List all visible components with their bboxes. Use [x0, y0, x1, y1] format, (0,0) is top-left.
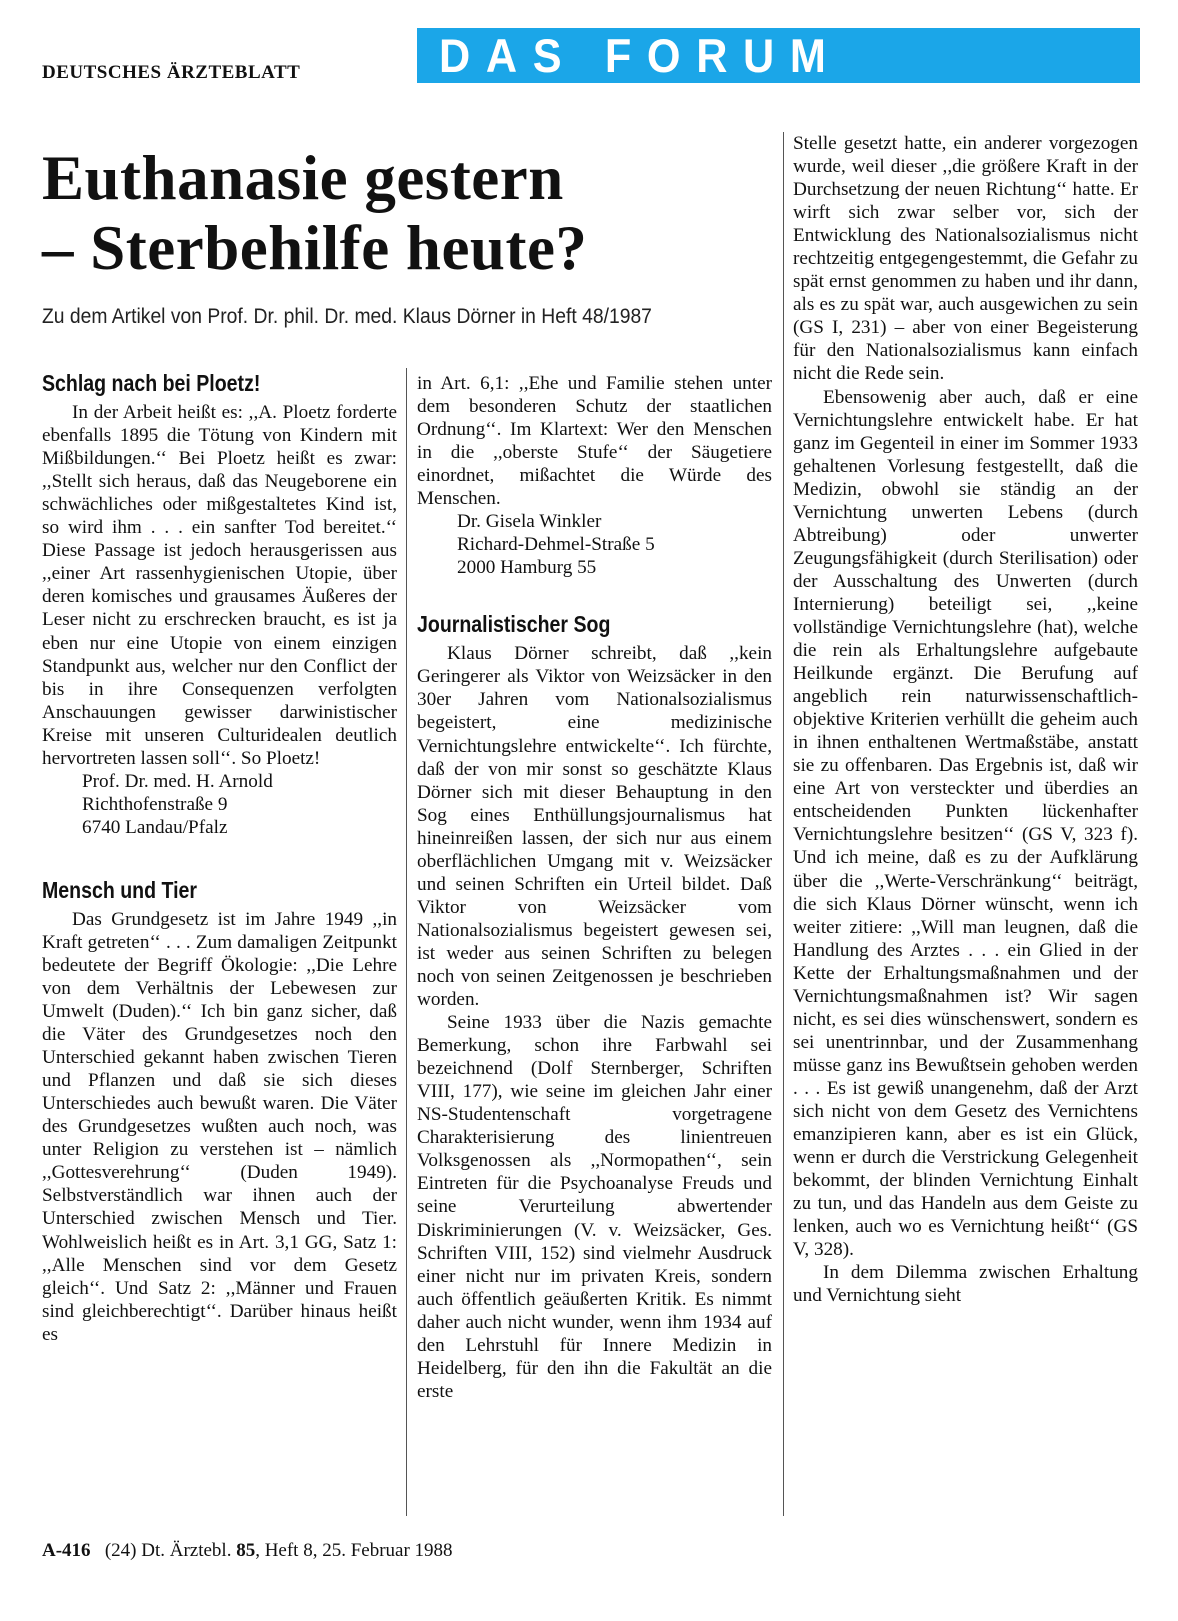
section-banner — [417, 28, 1140, 83]
letter-body: Das Grundgesetz ist im Jahre 1949 ,,in Kraft getreten‘‘ . . . Zum damaligen Zeitpunkt bedeutete der Begriff Ökologie: ,,Die Lehre von dem Verhältnis der Lebewesen zur Umwelt (Duden).‘‘ Ich bin ganz sicher, daß die Väter des Grundgesetzes noch den Unterschied gekannt haben zwischen Tieren und Pflanzen und daß sie sich dieses Unterschiedes auch bewußt waren. Die Väter des Grundgesetzes wußten auch noch, was unter Religion zu verstehen ist – nämlich ,,Gottesverehrung‘‘ (Duden 1949). Selbstverständlich war ihnen auch der Unterschied zwischen Mensch und Tier. Wohlweislich heißt es in Art. 3,1 GG, Satz 1: ,,Alle Menschen sind vor dem Gesetz gleich‘‘. Und Satz 2: ,,Männer und Frauen sind gleichberechtigt‘‘. Darüber hinaus heißt es — [42, 908, 397, 1345]
column-2 — [417, 372, 772, 1403]
signature-city: 2000 Hamburg 55 — [457, 557, 597, 579]
article-title — [42, 143, 762, 283]
letter-heading: Schlag nach bei Ploetz! — [42, 370, 261, 396]
citation-issue: , Heft 8, 25. Februar 1988 — [255, 1540, 453, 1561]
column-rule — [406, 368, 407, 1516]
letter-body-continued: in Art. 6,1: ,,Ehe und Familie stehen unter dem besonderen Schutz der staatlichen Ordnung‘‘. Im Klartext: Wer den Menschen in die ,,oberste Stufe‘‘ der Säugetiere einordnet, mißachtet die Würde des Menschen. — [417, 373, 772, 510]
title-line-2: – Sterbehilfe heute? — [42, 213, 588, 283]
column-rule — [783, 132, 784, 1516]
signature-city: 6740 Landau/Pfalz — [82, 816, 228, 838]
letter-heading: Journalistischer Sog — [417, 611, 611, 638]
citation-journal: (24) Dt. Ärztebl. — [104, 1540, 232, 1561]
letter-signature — [417, 510, 772, 579]
letter-paragraph-continued: Stelle gesetzt hatte, ein anderer vorgezogen wurde, weil dieser ,,die größere Kraft in der Durchsetzung der neuen Richtung‘‘ hatte. Er wirft sich zwar selber vor, sich der Entwicklung des Nationalsozialismus nicht rechtzeitig entgegengestemmt, die Gefahr zu spät ernst genommen zu haben und ihr dann, als es zu spät war, auch ausgewichen zu sein (GS I, 231) – aber von einer Begeisterung für den Nationalsozialismus kann einfach nicht die Rede sein. — [793, 133, 1138, 385]
letter-paragraph: Klaus Dörner schreibt, daß ,,kein Geringerer als Viktor von Weizsäcker in den 30er Jahren vom Nationalsozialismus begeistert, eine medizinische Vernichtungslehre entwickelte‘‘. Ich fürchte, daß der von mir sonst so geschätzte Klaus Dörner sich mit dieser Behauptung in den Sog eines Enthüllungsjournalismus hat hineinreißen lassen, der sich nur aus einem oberflächlichen Umgang mit v. Weizsäcker und seinen Schriften ein Urteil bildet. Daß Viktor von Weizsäcker vom Nationalsozialismus begeistert gewesen sei, ist weder aus seinen Schriften zu belegen noch von seinen Zeitgenossen je beschrieben worden. — [417, 643, 772, 1011]
signature-name: Prof. Dr. med. H. Arnold — [82, 770, 273, 792]
page-number: A-416 — [42, 1540, 91, 1561]
citation-volume: 85 — [236, 1540, 256, 1561]
signature-street: Richthofenstraße 9 — [82, 793, 228, 815]
letter-body: In der Arbeit heißt es: ,,A. Ploetz forderte ebenfalls 1895 die Tötung von Kindern mit Mißbildungen.‘‘ Bei Ploetz heißt es zwar: ,,Stellt sich heraus, daß das Neugeborene ein schwächliches oder mißgestaltetes Kind ist, so wird ihm . . . ein sanfter Tod bereitet.‘‘ Diese Passage ist jedoch herausgerissen aus ,,einer Art rassenhygienischen Utopie, über deren komisches und grausames Äußeres der Leser nicht zu erschrecken braucht, es ist ja eben nur eine Utopie von einem einzigen Standpunkt aus, welcher nur den Conflict der bis in ihre Consequenzen verfolgten Anschauungen gewisser darwinistischer Kreise mit unseren Culturidealen deutlich hervortreten lassen soll‘‘. So Ploetz! — [42, 402, 397, 769]
column-3 — [793, 132, 1138, 1307]
letter-paragraph: In dem Dilemma zwischen Erhaltung und Vernichtung sieht — [793, 1262, 1138, 1307]
column-1 — [42, 372, 397, 1346]
signature-name: Dr. Gisela Winkler — [457, 511, 602, 533]
letter-paragraph: Ebensowenig aber auch, daß er eine Vernichtungslehre entwickelt habe. Er hat ganz im Gegenteil in einer im Sommer 1933 gehaltenen Vorlesung festgestellt, daß die Medizin, obwohl sie ständig an der Vernichtung unwerten Lebens (durch Abtreibung) oder unwerter Zeugungsfähigkeit (durch Sterilisation) oder der Ausschaltung des Unwerten (durch Internierung) beteiligt sei, ,,keine vollständige Vernichtungslehre (hat), welche die rein als Erhaltungslehre aufgebaute Heilkunde ergänzt. Die Berufung auf angeblich rein naturwissenschaftlich-objektive Kriterien verhüllt die geheim auch in ihnen enthaltenen Wertmaßstäbe, anstatt sie zu offenbaren. Das Ergebnis ist, daß wir eine Art von versteckter und überdies an entscheidenden Punkten lückenhafter Vernichtungslehre besitzen‘‘ (GS V, 323 f). Und ich meine, daß es zu der Aufklärung über die ,,Werte-Verschränkung‘‘ beiträgt, die sich Klaus Dörner wünscht, wenn ich weiter zitiere: ,,Will man leugnen, daß die Handlung des Arztes . . . ein Glied in der Kette der Erhaltungsmaßnahmen und der Vernichtungsmaßnahmen ist? Wir sagen nicht, es sei dies wünschenswert, sondern es sei unentrinnbar, und der Zusammenhang müsse ganz ins Bewußtsein gehoben werden . . . Es ist gewiß unangenehm, daß der Arzt sich nicht von dem Gesetz des Vernichtens emanzipieren kann, aber es ist ein Glück, wenn er durch die Verstrickung Gelegenheit bekommt, der blinden Vernichtung Einhalt zu tun, und das Handeln aus dem Geiste zu lenken, auch wo es Vernichtung heißt‘‘ (GS V, 328). — [793, 386, 1138, 1261]
title-line-1: Euthanasie gestern — [42, 143, 564, 213]
letter-signature — [42, 770, 397, 839]
article-subtitle: Zu dem Artikel von Prof. Dr. phil. Dr. med. Klaus Dörner in Heft 48/1987 — [42, 305, 652, 328]
section-label: DAS FORUM — [439, 29, 842, 82]
letter-heading: Mensch und Tier — [42, 876, 197, 903]
letter-paragraph: Seine 1933 über die Nazis gemachte Bemerkung, schon ihre Farbwahl sei bezeichnend (Dolf Sternberger, Schriften VIII, 177), wie seine im gleichen Jahr einer NS-Studentenschaft vorgetragene Charakterisierung des linientreuen Volksgenossen als ,,Normopathen‘‘, sein Eintreten für die Psychoanalyse Freuds und seine Verurteilung abwertender Diskriminierungen (V. v. Weizsäcker, Ges. Schriften VIII, 152) sind vielmehr Ausdruck einer nicht nur im privaten Kreis, sondern auch öffentlich geäußerten Kritik. Es nimmt daher auch nicht wunder, wenn ihm 1934 auf den Lehrstuhl für Innere Medizin in Heidelberg, für den ihn die Fakultät an die erste — [417, 1012, 772, 1402]
journal-name: DEUTSCHES ÄRZTEBLATT — [42, 62, 301, 83]
page-footer — [42, 1540, 453, 1562]
signature-street: Richard-Dehmel-Straße 5 — [457, 534, 655, 556]
